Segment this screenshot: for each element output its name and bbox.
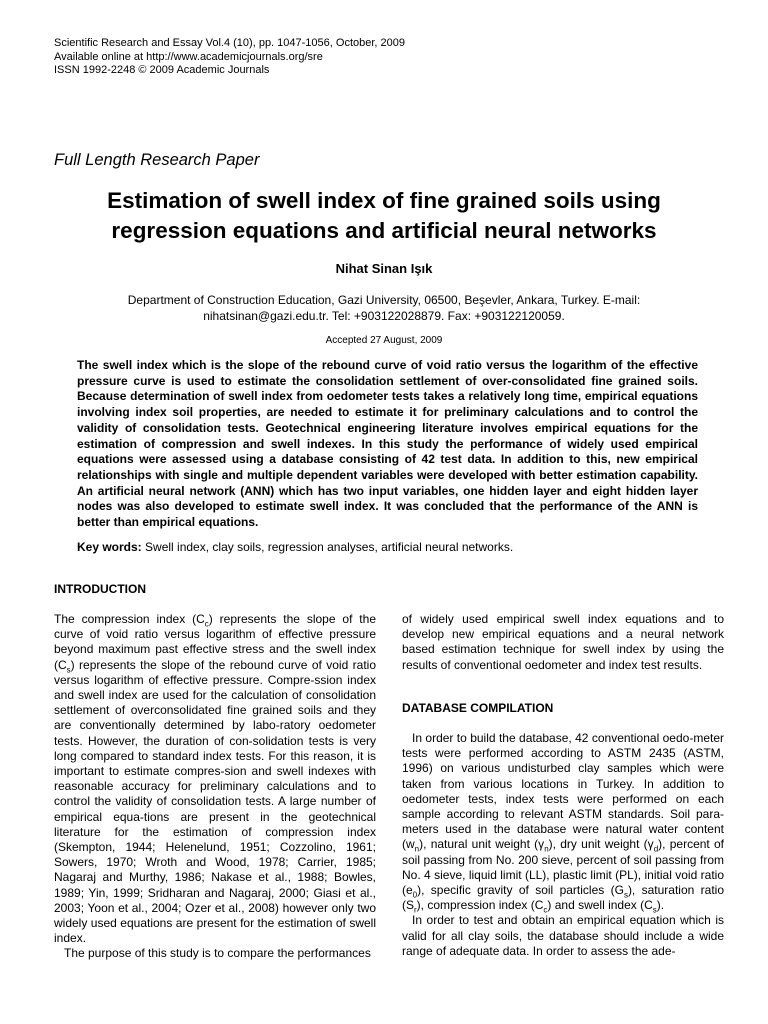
database-compilation-body [402, 731, 724, 959]
accepted-date: Accepted 27 August, 2009 [325, 335, 443, 346]
journal-citation: Scientific Research and Essay Vol.4 (10), pp. 1047-1056, October, 2009 [54, 37, 405, 49]
intro-paragraph-1: The compression index $(C_c)$ represents the slope of the curve of void ratio versus logarithm of effective pressure beyond maximum past effective stress and the swell index $(C_s)$ represents the slope of the rebound curve of void ratio versus logarithm of effective pressure. Compre-ssion index and swell index are used for the calculation of consolidation settlement of overconsolidated fine grained soils and they are conventionally determined by labo-ratory oedometer tests. However, the duration of con-solidation tests is very long compared to standard index tests. For this reason, it is important to estimate compres-sion and swell indexes with reasonable accuracy for preliminary calculations and to control the validity of consolidation tests. A large number of empirical equa-tions are present in the geotechnical literature for the estimation of compression index (Skempton, 1944; Helenelund, 1951; Cozzolino, 1961; Sowers, 1970; Wroth and Wood, 1978; Carrier, 1985; Nagaraj and Murthy, 1986; Nakase et al., 1988; Bowles, 1989; Yin, 1999; Sridharan and Nagaraj, 2000; Giasi et al., 2003; Yoon et al., 2004; Ozer et al., 2008) however only two widely used equations are present for the estimation of swell index. [54, 612, 376, 946]
keywords-label: Key words: [77, 540, 142, 554]
abstract: The swell index which is the slope of the rebound curve of void ratio versus the logarithm of the effective pressure curve is used to estimate the consolidation settlement of over-consolidated fine grained soils. Because determination of swell index from oedometer tests takes a relatively long time, empirical equations involving index soil properties, are needed to estimate it for preliminary calculations and to control the validity of consolidation tests. Geotechnical engineering literature involves empirical equations for the estimation of compression and swell indexes. In this study the performance of widely used empirical equations were assessed using a database consisting of 42 test data. In addition to this, new empirical relationships with single and multiple dependent variables were developed with better estimation capability. An artificial neural network (ANN) which has two input variables, one hidden layer and eight hidden layer nodes was also developed to estimate swell index. It was concluded that the performance of the ANN is better than empirical equations. [77, 358, 698, 530]
title-line-1: Estimation of swell index of fine grained soils using [107, 188, 661, 213]
affiliation [100, 293, 668, 324]
journal-issn: ISSN 1992-2248 © 2009 Academic Journals [54, 64, 270, 76]
affiliation-line-1: Department of Construction Education, Gazi University, 06500, Beşevler, Ankara, Turkey. E-mail: [127, 293, 641, 307]
intro-paragraph-2: The purpose of this study is to compare the performances [64, 946, 371, 961]
introduction-body [54, 612, 376, 962]
database-compilation-heading: DATABASE COMPILATION [402, 701, 554, 715]
journal-header [54, 37, 405, 78]
db-paragraph-2: In order to test and obtain an empirical equation which is valid for all clay soils, the database should include a wide range of adequate data. In order to assess the ade- [402, 913, 724, 958]
author-name: Nihat Sinan Işık [335, 261, 433, 276]
paper-title [40, 186, 728, 246]
title-line-2: regression equations and artificial neural networks [111, 218, 657, 243]
right-column-top: of widely used empirical swell index equations and to develop new empirical equations and a neural network based estimation technique for swell index by using the results of conventional oedometer and index test results. [402, 612, 724, 672]
introduction-heading: INTRODUCTION [54, 582, 146, 596]
journal-online-link[interactable]: Available online at http://www.academicjournals.org/sre [54, 50, 323, 63]
db-paragraph-1: In order to build the database, 42 conventional oedo-meter tests were performed according to ASTM 2435 (ASTM, 1996) on various undisturbed clay samples which were taken from various locations in Turkey. In addition to oedometer tests, index tests were performed on each sample according to relevant ASTM standards. Soil para-meters used in the database were natural water content $(w_n)$, natural unit weight $(\gamma_n)$, dry unit weight $(\gamma_d)$, percent of soil passing from No. 200 sieve, percent of soil passing from No. 4 sieve, liquid limit (LL), plastic limit (PL), initial void ratio $(e_0)$, specific gravity of soil particles $(G_s)$, saturation ratio $(S_r)$, compression index $(C_c)$ and swell index $(C_s)$. [402, 731, 725, 915]
paper-type: Full Length Research Paper [54, 151, 260, 169]
keywords-text: Swell index, clay soils, regression analyses, artificial neural networks. [145, 540, 514, 554]
keywords [77, 540, 698, 554]
affiliation-line-2: nihatsinan@gazi.edu.tr. Tel: +903122028879. Fax: +903122120059. [203, 308, 565, 323]
